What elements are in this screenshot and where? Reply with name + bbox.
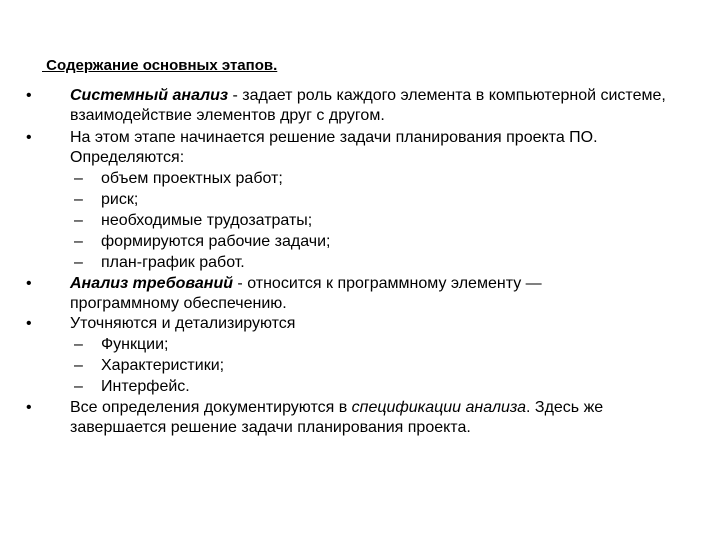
dash-icon: – xyxy=(74,254,83,271)
item-text: . Здесь же xyxy=(526,399,604,416)
bullet-item-planning: На этом этапе начинается решение задачи планирования проекта ПО. xyxy=(70,129,598,146)
sub-item: риск; xyxy=(101,191,139,208)
sub-item: формируются рабочие задачи; xyxy=(101,233,331,250)
sub-item: Функции; xyxy=(101,336,169,353)
dash-icon: – xyxy=(74,357,83,374)
item-text: Все определения документируются в xyxy=(70,399,352,416)
bullet-icon: • xyxy=(26,275,32,292)
item-continuation: взаимодействие элементов друг с другом. xyxy=(70,107,385,124)
term-analysis-specification: спецификации анализа xyxy=(351,399,527,416)
dash-icon: – xyxy=(74,191,83,208)
sub-item: Характеристики; xyxy=(101,357,225,374)
sub-item: план-график работ. xyxy=(101,254,245,271)
bullet-item-requirements xyxy=(70,274,542,294)
dash-icon: – xyxy=(74,212,83,229)
dash-icon: – xyxy=(74,378,83,395)
item-continuation: завершается решение задачи планирования проекта. xyxy=(70,419,471,436)
item-text: - задает роль каждого элемента в компьютерной системе, xyxy=(228,87,666,104)
item-continuation: программному обеспечению. xyxy=(70,295,287,312)
term-requirements-analysis: Анализ требований xyxy=(70,275,233,292)
sub-item: объем проектных работ; xyxy=(101,170,283,187)
dash-icon: – xyxy=(74,336,83,353)
bullet-icon: • xyxy=(26,399,32,416)
bullet-item-system-analysis xyxy=(70,86,666,106)
bullet-item-specification xyxy=(70,398,603,418)
dash-icon: – xyxy=(74,233,83,250)
bullet-icon: • xyxy=(26,129,32,146)
sub-item: Интерфейс. xyxy=(101,378,190,395)
slide-title: Содержание основных этапов. xyxy=(42,57,278,74)
bullet-icon: • xyxy=(26,87,32,104)
bullet-item-refine: Уточняются и детализируются xyxy=(70,315,296,332)
dash-icon: – xyxy=(74,170,83,187)
term-system-analysis: Системный анализ xyxy=(70,87,229,104)
item-continuation: Определяются: xyxy=(70,149,185,166)
bullet-icon: • xyxy=(26,315,32,332)
item-text: - относится к программному элементу — xyxy=(232,275,542,292)
sub-item: необходимые трудозатраты; xyxy=(101,212,313,229)
